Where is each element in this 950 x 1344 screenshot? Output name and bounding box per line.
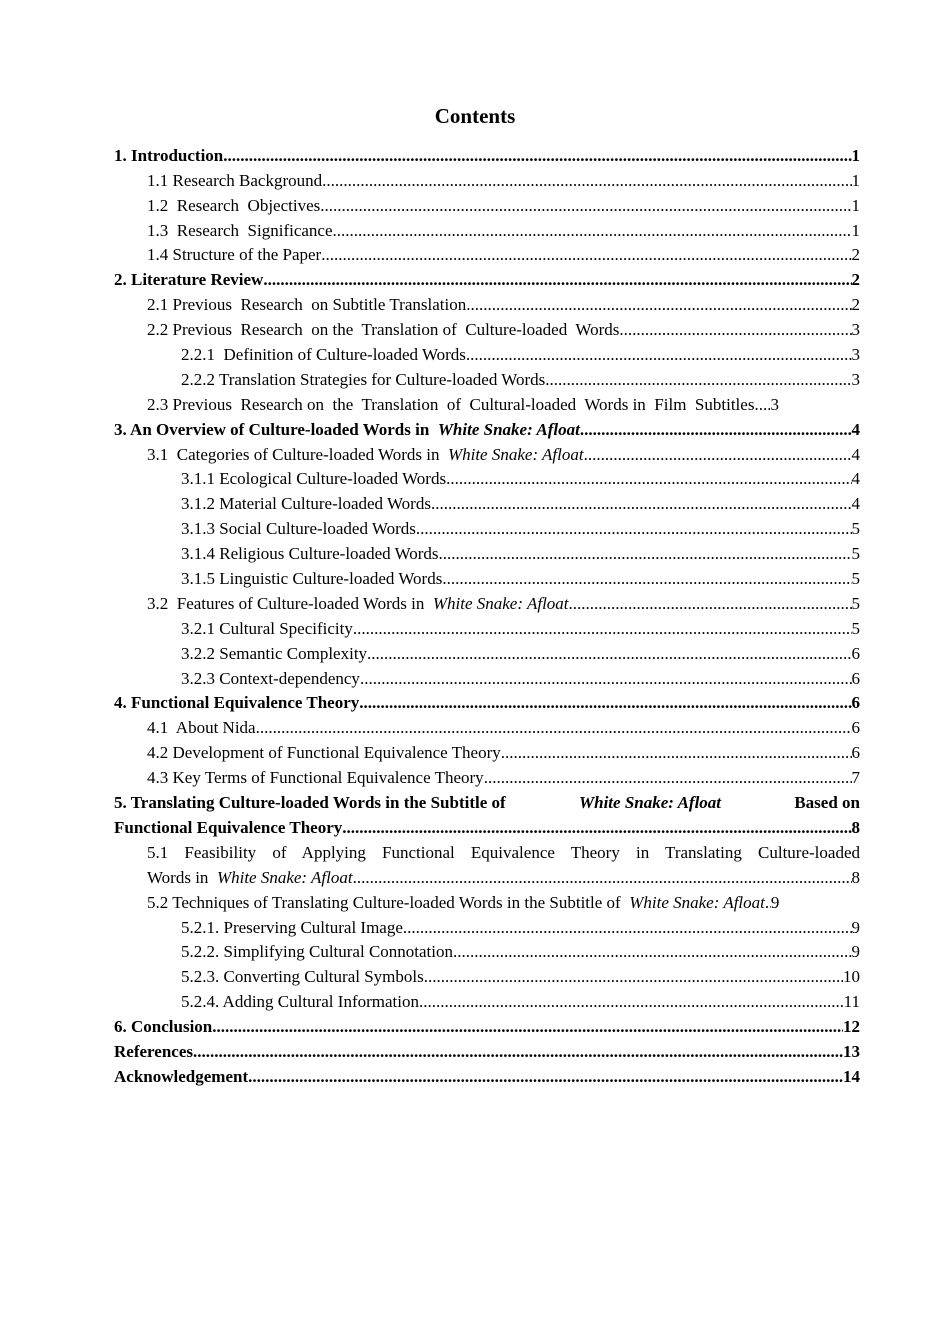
toc-page-number: 9 [770, 892, 780, 912]
toc-page-number: 4 [851, 419, 860, 439]
toc-page-number: 9 [851, 917, 860, 937]
toc-entry-research-objectives[interactable] [114, 191, 860, 216]
toc-entry-label [147, 445, 584, 465]
toc-entry-label: 4. Functional Equivalence Theory [114, 693, 360, 713]
toc-entry-conclusion[interactable] [114, 1012, 860, 1037]
toc-page-number: 8 [851, 867, 860, 887]
toc-entry-label: 2.2.1 Definition of Culture-loaded Words [181, 345, 466, 365]
dot-leader [193, 1042, 843, 1062]
toc-entry-development[interactable] [114, 738, 860, 763]
dot-leader [754, 395, 770, 415]
toc-entry-label [147, 893, 765, 913]
toc-entry-ecological[interactable] [114, 465, 860, 490]
toc-page-number: 1 [851, 220, 860, 240]
toc-entry-label: 2.3 Previous Research on the Translation of Cultural-loaded Words in Film Subtitles [147, 394, 755, 414]
toc-entry-label: 1.3 Research Significance [147, 220, 333, 240]
toc-entry-label [147, 594, 569, 614]
toc-entry-label: 2.1 Previous Research on Subtitle Translation [147, 295, 467, 315]
toc-entry-key-terms[interactable] [114, 763, 860, 788]
toc-page-number: 3 [851, 345, 860, 365]
dot-leader [545, 370, 851, 390]
toc-entry-label [114, 420, 580, 440]
dot-leader [353, 619, 852, 639]
toc-page-number: 13 [843, 1041, 860, 1061]
toc-entry-cultural-specificity[interactable] [114, 614, 860, 639]
dot-leader [263, 270, 851, 290]
toc-entry-label: 1. Introduction [114, 145, 224, 165]
toc-entry-label: References [114, 1041, 193, 1061]
dot-leader [320, 196, 851, 216]
toc-entry-overview[interactable] [114, 415, 860, 440]
toc-page-number: 9 [851, 942, 860, 962]
film-title: White Snake: Afloat [437, 419, 580, 439]
toc-entry-label: 3.1.1 Ecological Culture-loaded Words [181, 469, 447, 489]
dot-leader [466, 345, 852, 365]
toc-entry-label [147, 868, 353, 888]
dot-leader [619, 320, 851, 340]
toc-entry-label: 3.1.3 Social Culture-loaded Words [181, 519, 416, 539]
toc-entry-translating-line2[interactable] [114, 813, 860, 838]
toc-page-number: 4 [851, 494, 860, 514]
toc-entry-label: 5.2.1. Preserving Cultural Image [181, 917, 403, 937]
toc-entry-label: 6. Conclusion [114, 1017, 213, 1037]
toc-entry-label: 3.2.3 Context-dependency [181, 668, 360, 688]
toc-entry-feasibility-line2[interactable] [114, 863, 860, 888]
toc-page-number: 1 [851, 145, 860, 165]
dot-leader [359, 693, 851, 713]
toc-entry-acknowledgement[interactable] [114, 1062, 860, 1087]
toc-entry-label: 4.1 About Nida [147, 718, 256, 738]
toc-page-number: 4 [851, 444, 860, 464]
dot-leader [416, 519, 852, 539]
toc-entry-label-text: 5. Translating Culture-loaded Words in the Subtitle of [114, 793, 510, 813]
toc-page-number: 6 [851, 718, 860, 738]
dot-leader [322, 171, 851, 191]
toc-entry-simplifying[interactable] [114, 938, 860, 963]
dot-leader [439, 544, 852, 564]
toc-entry-converting[interactable] [114, 962, 860, 987]
toc-entry-semantic-complexity[interactable] [114, 639, 860, 664]
toc-entry-label: 4.3 Key Terms of Functional Equivalence Theory [147, 768, 484, 788]
toc-entry-material[interactable] [114, 489, 860, 514]
toc-entry-previous-research-subtitle[interactable] [114, 290, 860, 315]
toc-entry-introduction[interactable] [114, 141, 860, 166]
toc-entry-label: 1.4 Structure of the Paper [147, 245, 322, 265]
toc-entry-functional-equivalence[interactable] [114, 689, 860, 714]
toc-page-number: 6 [851, 643, 860, 663]
toc-entry-label: 3.1.4 Religious Culture-loaded Words [181, 544, 439, 564]
film-title: White Snake: Afloat [629, 892, 765, 912]
toc-page-number: 7 [851, 768, 860, 788]
toc-entry-religious[interactable] [114, 539, 860, 564]
toc-entry-label-text: Words in [147, 867, 213, 887]
dot-leader [256, 718, 852, 738]
dot-leader [403, 918, 852, 938]
toc-page-number: 3 [851, 369, 860, 389]
dot-leader [580, 420, 852, 440]
toc-entry-previous-research-film-subtitles[interactable] [114, 390, 860, 415]
dot-leader [367, 644, 851, 664]
dot-leader [223, 146, 851, 166]
toc-page-number: 6 [851, 668, 860, 688]
dot-leader [442, 569, 851, 589]
toc-entry-references[interactable] [114, 1037, 860, 1062]
dot-leader [321, 245, 851, 265]
film-title: White Snake: Afloat [432, 593, 569, 613]
toc-entry-structure[interactable] [114, 241, 860, 266]
toc-page-number: 1 [851, 195, 860, 215]
toc-page-number: 5 [851, 544, 860, 564]
toc-entry-label: 5.2.3. Converting Cultural Symbols [181, 967, 424, 987]
toc-page-number: 14 [843, 1066, 860, 1086]
toc-entry-label: 3.2.1 Cultural Specificity [181, 618, 353, 638]
toc-entry-label: 3.1.2 Material Culture-loaded Words [181, 494, 431, 514]
toc-entry-techniques[interactable] [114, 888, 860, 913]
toc-entry-features[interactable] [114, 589, 860, 614]
dot-leader [248, 1067, 843, 1087]
toc-entry-definition[interactable] [114, 340, 860, 365]
dot-leader [342, 818, 851, 838]
toc-entry-preserving[interactable] [114, 913, 860, 938]
toc-entry-label: 2. Literature Review [114, 270, 264, 290]
toc-entry-label-text: 5.2 Techniques of Translating Culture-loaded Words in the Subtitle of [147, 892, 625, 912]
film-title: White Snake: Afloat [447, 444, 584, 464]
table-of-contents [114, 141, 860, 1087]
toc-entry-previous-research-culture-loaded[interactable] [114, 315, 860, 340]
toc-entry-label: 2.2.2 Translation Strategies for Culture-loaded Words [181, 369, 546, 389]
dot-leader [424, 967, 843, 987]
dot-leader [333, 221, 852, 241]
toc-entry-context-dependency[interactable] [114, 664, 860, 689]
toc-page-number: 6 [851, 693, 860, 713]
toc-entry-label: 2.2 Previous Research on the Translation of Culture-loaded Words [147, 320, 620, 340]
dot-leader [584, 445, 852, 465]
toc-entry-research-significance[interactable] [114, 216, 860, 241]
dot-leader [431, 494, 852, 514]
toc-entry-label-text: Based on [790, 793, 860, 813]
toc-page-number: 2 [851, 270, 860, 290]
toc-page-number: 12 [843, 1017, 860, 1037]
toc-entry-social[interactable] [114, 514, 860, 539]
toc-entry-literature-review[interactable] [114, 265, 860, 290]
toc-page-number: 2 [851, 295, 860, 315]
toc-entry-label-text: 3. An Overview of Culture-loaded Words in [114, 419, 434, 439]
toc-entry-research-background[interactable] [114, 166, 860, 191]
film-title: White Snake: Afloat [579, 793, 722, 813]
toc-entry-feasibility-line1[interactable] [114, 838, 860, 863]
dot-leader [466, 295, 851, 315]
toc-entry-linguistic[interactable] [114, 564, 860, 589]
dot-leader [419, 992, 844, 1012]
toc-page-number: 10 [843, 967, 860, 987]
toc-page-number: 1 [851, 170, 860, 190]
toc-entry-adding[interactable] [114, 987, 860, 1012]
toc-page-number: 6 [851, 743, 860, 763]
dot-leader [353, 868, 852, 888]
toc-entry-label: 3.2.2 Semantic Complexity [181, 643, 368, 663]
dot-leader [446, 469, 851, 489]
toc-page-number: 2 [851, 245, 860, 265]
toc-entry-label: Functional Equivalence Theory [114, 817, 343, 837]
toc-entry-label: 1.2 Research Objectives [147, 195, 321, 215]
dot-leader [453, 942, 852, 962]
page-title: Contents [434, 104, 516, 128]
dot-leader [360, 669, 852, 689]
toc-entry-label-text: 5.1 Feasibility of Applying Functional Equivalence Theory in Translating Culture-loaded [147, 842, 860, 862]
toc-page-number: 3 [851, 320, 860, 340]
toc-page-number: 5 [851, 519, 860, 539]
toc-entry-categories[interactable] [114, 440, 860, 465]
toc-page-number: 5 [851, 593, 860, 613]
toc-page-number: 8 [851, 817, 860, 837]
toc-page-number: 5 [851, 618, 860, 638]
toc-entry-label: 5.2.4. Adding Cultural Information [181, 992, 419, 1012]
toc-page-number: 5 [851, 569, 860, 589]
toc-entry-translation-strategies[interactable] [114, 365, 860, 390]
toc-entry-label: 4.2 Development of Functional Equivalence Theory [147, 743, 501, 763]
toc-entry-label: Acknowledgement [114, 1066, 249, 1086]
dot-leader [484, 768, 852, 788]
dot-leader [569, 594, 852, 614]
toc-entry-translating-line1[interactable] [114, 788, 860, 813]
toc-entry-label: 1.1 Research Background [147, 170, 323, 190]
toc-page-number: 3 [770, 394, 779, 414]
film-title: White Snake: Afloat [216, 867, 353, 887]
toc-entry-label: 5.2.2. Simplifying Cultural Connotation [181, 942, 453, 962]
toc-entry-about-nida[interactable] [114, 713, 860, 738]
dot-leader [501, 743, 852, 763]
toc-page-number: 4 [851, 469, 860, 489]
dot-leader [212, 1017, 843, 1037]
toc-entry-label-text: 3.2 Features of Culture-loaded Words in [147, 593, 429, 613]
toc-entry-label: 3.1.5 Linguistic Culture-loaded Words [181, 569, 443, 589]
toc-page-number: 11 [843, 992, 860, 1012]
toc-entry-label-text: 3.1 Categories of Culture-loaded Words in [147, 444, 444, 464]
